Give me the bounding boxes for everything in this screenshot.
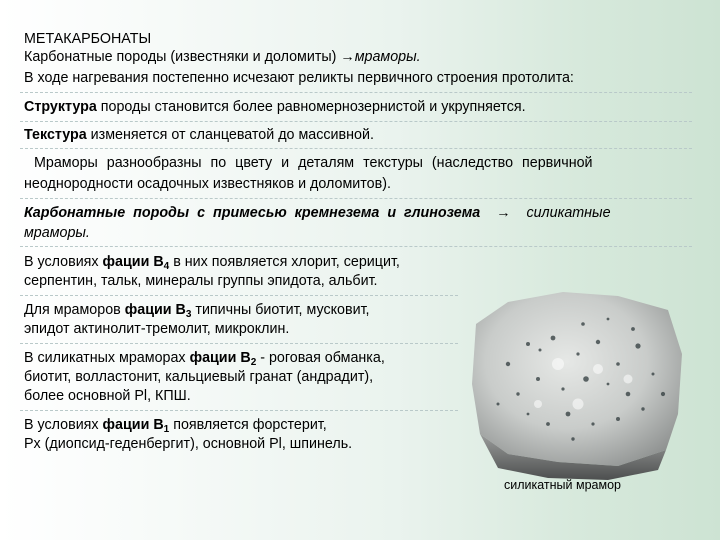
separator [20, 198, 692, 199]
facies-b2-pre: В силикатных мраморах [24, 350, 190, 366]
facies-b1-line-1 [24, 416, 327, 434]
separator [20, 148, 692, 149]
marbles-paragraph [24, 154, 686, 172]
structure-term: Структура [24, 99, 97, 115]
silicate-line-2: мраморы. [24, 225, 90, 241]
texture-paragraph [24, 126, 374, 144]
facies-b3-line-1 [24, 301, 370, 319]
facies-b2-line-1 [24, 349, 385, 367]
facies-b1-sub: 1 [163, 424, 170, 435]
facies-b3-sub: 3 [185, 309, 192, 320]
separator [20, 295, 458, 296]
image-caption: силикатный мрамор [504, 477, 621, 492]
facies-b2-line-3: более основной Pl, КПШ. [24, 388, 191, 404]
facies-b1-label: фации В [102, 417, 164, 433]
intro-result: мраморы. [354, 49, 421, 65]
facies-b4-line-2: серпентин, тальк, минералы группы эпидота, альбит. [24, 273, 378, 289]
intro-text: Карбонатные породы (известняки и доломиты) [24, 49, 341, 65]
separator [20, 121, 692, 122]
facies-b3-line-2: эпидот актинолит-тремолит, микроклин. [24, 321, 290, 337]
facies-b4-label: фации В [102, 254, 164, 270]
facies-b1-line-2: Px (диопсид-геденбергит), основной Pl, шпинель. [24, 436, 353, 452]
facies-b1-pre: В условиях [24, 417, 103, 433]
facies-b4-pre: В условиях [24, 254, 103, 270]
facies-b1-post: появляется форстерит, [169, 417, 327, 433]
arrow-right-icon: → [496, 205, 511, 221]
separator [20, 410, 458, 411]
facies-b2-sub: 2 [250, 357, 257, 368]
separator [20, 92, 692, 93]
facies-b2-line-2: биотит, волластонит, кальциевый гранат (андрадит), [24, 369, 374, 385]
intro-line-2: В ходе нагревания постепенно исчезают реликты первичного строения протолита: [24, 70, 574, 86]
structure-paragraph [24, 98, 526, 116]
separator [20, 246, 692, 247]
facies-b3-label: фации В [124, 302, 186, 318]
texture-text: изменяется от сланцеватой до массивной. [86, 127, 374, 143]
silicate-bold: Карбонатные породы с примесью кремнезема и глинозема [24, 205, 481, 221]
separator [20, 343, 458, 344]
arrow-right-icon: → [340, 49, 355, 65]
marbles-line-2: неоднородности осадочных известняков и доломитов). [24, 176, 391, 192]
silicate-line-1 [24, 204, 611, 222]
facies-b4-line-1 [24, 253, 400, 271]
facies-b3-pre: Для мраморов [24, 302, 125, 318]
silicate-result: силикатные [526, 205, 611, 221]
marbles-line-1: Мраморы разнообразны по цвету и деталям текстуры (наследство первичной [34, 155, 593, 171]
intro-line-1 [24, 48, 421, 66]
facies-b3-post: типичны биотит, мусковит, [191, 302, 370, 318]
marble-specimen-image [468, 284, 690, 484]
facies-b4-post: в них появляется хлорит, серицит, [169, 254, 400, 270]
slide-title: МЕТАКАРБОНАТЫ [24, 31, 152, 47]
facies-b2-post: - роговая обманка, [256, 350, 385, 366]
texture-term: Текстура [24, 127, 87, 143]
facies-b2-label: фации В [189, 350, 251, 366]
structure-text: породы становится более равномернозернистой и укрупняется. [96, 99, 526, 115]
facies-b4-sub: 4 [163, 261, 170, 272]
